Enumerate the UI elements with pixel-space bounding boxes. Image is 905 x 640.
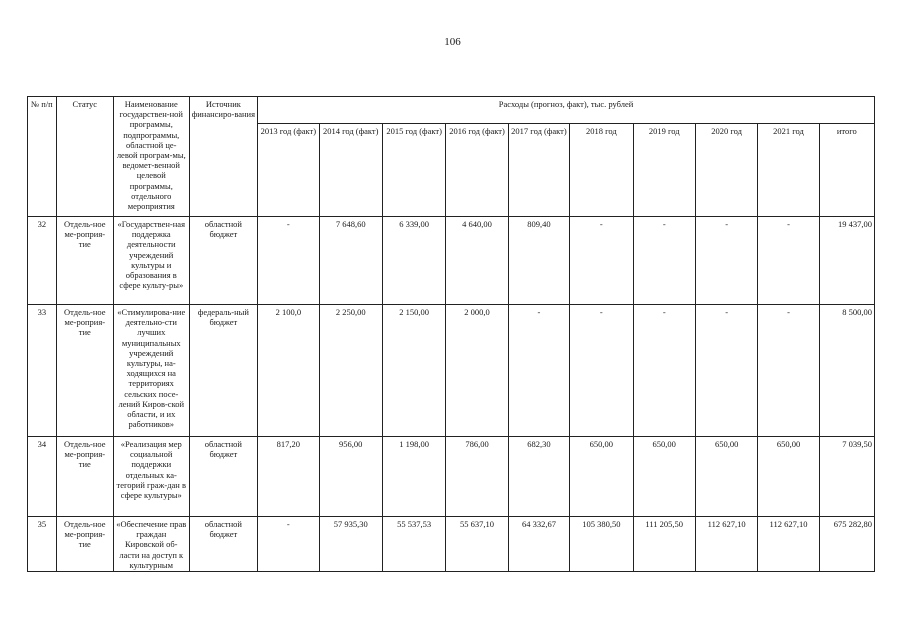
- header-year: 2015 год (факт): [382, 124, 445, 217]
- row-source: областной бюджет: [189, 217, 258, 305]
- row-value: 2 150,00: [382, 305, 445, 437]
- row-value: -: [570, 217, 633, 305]
- header-num: № п/п: [28, 97, 57, 217]
- row-value: 6 339,00: [382, 217, 445, 305]
- row-value: 2 000,0: [446, 305, 508, 437]
- page-number: 106: [444, 36, 461, 48]
- table-row: [28, 305, 875, 437]
- row-value: 817,20: [258, 437, 319, 517]
- row-value: 105 380,50: [570, 517, 633, 572]
- row-value: 956,00: [319, 437, 382, 517]
- row-value: 7 648,60: [319, 217, 382, 305]
- row-value: 650,00: [633, 437, 695, 517]
- row-num: 33: [28, 305, 57, 437]
- header-year: 2014 год (факт): [319, 124, 382, 217]
- row-value: 1 198,00: [382, 437, 445, 517]
- header-status: Статус: [56, 97, 113, 217]
- row-value: 112 627,10: [695, 517, 757, 572]
- table-row: [28, 437, 875, 517]
- row-num: 32: [28, 217, 57, 305]
- row-value: -: [695, 305, 757, 437]
- row-value: -: [695, 217, 757, 305]
- table-row: [28, 217, 875, 305]
- row-value: 55 637,10: [446, 517, 508, 572]
- row-total: 675 282,80: [819, 517, 874, 572]
- row-value: 55 537,53: [382, 517, 445, 572]
- row-value: -: [633, 305, 695, 437]
- row-value: 650,00: [570, 437, 633, 517]
- budget-table: [27, 96, 875, 572]
- row-value: 809,40: [508, 217, 569, 305]
- row-value: -: [758, 217, 819, 305]
- row-source: областной бюджет: [189, 437, 258, 517]
- row-value: -: [508, 305, 569, 437]
- row-total: 19 437,00: [819, 217, 874, 305]
- row-num: 35: [28, 517, 57, 572]
- row-value: 57 935,30: [319, 517, 382, 572]
- row-status: Отдель-ное ме-роприя-тие: [56, 217, 113, 305]
- row-value: -: [633, 217, 695, 305]
- row-num: 34: [28, 437, 57, 517]
- header-source: Источник финансиро-вания: [189, 97, 258, 217]
- row-source: федераль-ный бюджет: [189, 305, 258, 437]
- row-value: 4 640,00: [446, 217, 508, 305]
- header-year: 2013 год (факт): [258, 124, 319, 217]
- row-value: 111 205,50: [633, 517, 695, 572]
- row-status: Отдель-ное ме-роприя-тие: [56, 517, 113, 572]
- header-expenses: Расходы (прогноз, факт), тыс. рублей: [258, 97, 875, 124]
- row-value: 786,00: [446, 437, 508, 517]
- row-value: 112 627,10: [758, 517, 819, 572]
- row-value: -: [570, 305, 633, 437]
- row-name: «Реализация мер социальной поддержки отдельных ка-тегорий граж-дан в сфере культуры»: [113, 437, 189, 517]
- header-year: 2016 год (факт): [446, 124, 508, 217]
- row-total: 8 500,00: [819, 305, 874, 437]
- row-value: 2 250,00: [319, 305, 382, 437]
- row-value: 2 100,0: [258, 305, 319, 437]
- row-name: «Обеспечение прав граждан Кировской об-ласти на доступ к культурным: [113, 517, 189, 572]
- header-year: 2018 год: [570, 124, 633, 217]
- header-year: 2021 год: [758, 124, 819, 217]
- table-row: [28, 517, 875, 572]
- row-value: -: [258, 217, 319, 305]
- row-value: 650,00: [695, 437, 757, 517]
- header-name: Наименование государствен-ной программы, подпрограммы, областной це-левой програм-мы, ведомет-венной целевой программы, отдельного мероприятия: [113, 97, 189, 217]
- header-year: 2017 год (факт): [508, 124, 569, 217]
- header-year: 2019 год: [633, 124, 695, 217]
- row-source: областной бюджет: [189, 517, 258, 572]
- header-year: 2020 год: [695, 124, 757, 217]
- row-value: -: [758, 305, 819, 437]
- row-name: «Стимулирова-ние деятельно-сти лучших муниципальных учреждений культуры, на-ходящихся на территориях сельских посе-лений Киров-ской области, и их работников»: [113, 305, 189, 437]
- row-name: «Государствен-ная поддержка деятельности учреждений культуры и образования в сфере культу-ры»: [113, 217, 189, 305]
- row-value: 64 332,67: [508, 517, 569, 572]
- row-value: 650,00: [758, 437, 819, 517]
- row-status: Отдель-ное ме-роприя-тие: [56, 305, 113, 437]
- row-total: 7 039,50: [819, 437, 874, 517]
- row-status: Отдель-ное ме-роприя-тие: [56, 437, 113, 517]
- header-total: итого: [819, 124, 874, 217]
- row-value: -: [258, 517, 319, 572]
- row-value: 682,30: [508, 437, 569, 517]
